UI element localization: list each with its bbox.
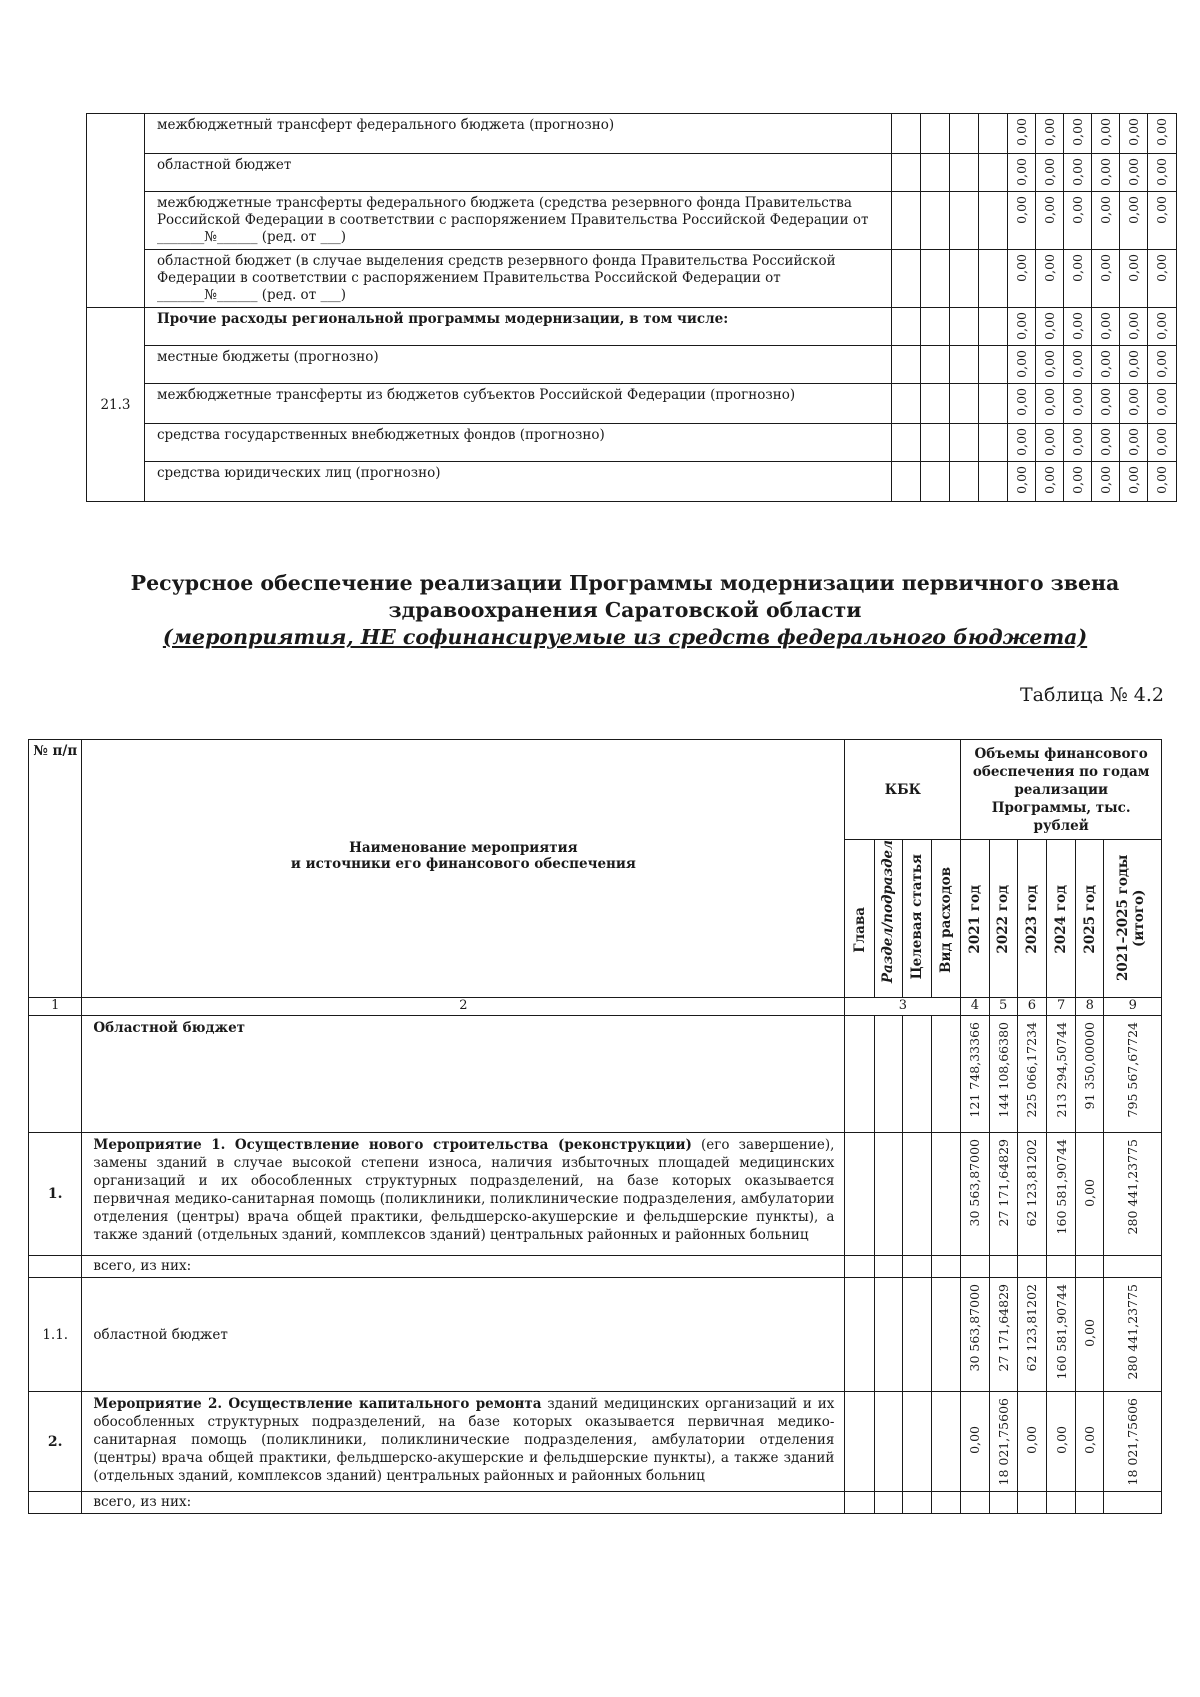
- value-cell: 62 123,81202: [1024, 1139, 1040, 1227]
- kbk-header: КБК: [845, 740, 961, 840]
- value-cell: 0,00: [1070, 428, 1086, 456]
- value-cell: 0,00: [1070, 118, 1086, 146]
- table-row: [87, 308, 1177, 346]
- value-cell: 0,00: [1014, 196, 1030, 224]
- value-cell: 0,00: [1024, 1426, 1040, 1455]
- value-cell: 0,00: [1097, 312, 1113, 340]
- value-cell: 0,00: [1154, 388, 1170, 416]
- value-cell: 0,00: [1154, 350, 1170, 378]
- row-label: всего, из них:: [82, 1256, 845, 1278]
- value-cell: 18 021,75606: [995, 1398, 1011, 1486]
- activity-2-description: [82, 1392, 845, 1492]
- value-cell: 0,00: [1097, 466, 1113, 494]
- value-cell: 0,00: [1125, 254, 1141, 282]
- value-cell: 0,00: [1125, 466, 1141, 494]
- value-cell: 0,00: [1042, 388, 1058, 416]
- value-cell: 160 581,90744: [1053, 1284, 1069, 1380]
- col-number: 4: [961, 998, 989, 1016]
- activity-text: зданий медицинских организаций и их обособленных структурных подразделений, на базе которых оказывается первичная медико-санитарная помощь (поликлиники, поликлинические подразделения, амбулатории отделения (центры) врача общей практики, фельдшерско-акушерские и фельдшерские пункты), а также зданий (отдельных зданий, комплексов зданий) центральных районных и районных больниц: [93, 1396, 835, 1485]
- value-cell: 0,00: [1014, 254, 1030, 282]
- value-cell: 0,00: [1125, 312, 1141, 340]
- value-cell: 0,00: [1097, 388, 1113, 416]
- value-cell: 0,00: [1014, 158, 1030, 186]
- col-number: 8: [1076, 998, 1104, 1016]
- header-row: [29, 740, 1162, 840]
- activity-1-description: [82, 1133, 845, 1256]
- year-header: 2024 год: [1053, 884, 1070, 954]
- row-label: областной бюджет (в случае выделения средств резервного фонда Правительства Российской Федерации в соответствии с распоряжением Правительства Российской Федерации от _______№______ (ред. от ___): [144, 250, 891, 308]
- value-cell: 0,00: [1125, 158, 1141, 186]
- value-cell: 0,00: [1070, 158, 1086, 186]
- table-row: [87, 346, 1177, 384]
- value-cell: 0,00: [1082, 1426, 1098, 1455]
- table-row: [29, 1016, 1162, 1133]
- table-row: [29, 1256, 1162, 1278]
- activity-title: Мероприятие 2. Осуществление капитального ремонта: [93, 1396, 542, 1413]
- table-row: [29, 1392, 1162, 1492]
- activity-title: Мероприятие 1. Осуществление нового строительства (реконструкции): [93, 1137, 692, 1154]
- value-cell: 0,00: [1070, 196, 1086, 224]
- table-row: [87, 424, 1177, 462]
- kbk-col-header: Вид расходов: [938, 867, 955, 974]
- value-cell: 0,00: [1014, 428, 1030, 456]
- row-label: средства юридических лиц (прогнозно): [144, 462, 891, 502]
- value-cell: 0,00: [1125, 196, 1141, 224]
- table-row: [29, 1492, 1162, 1514]
- kbk-col-header: Раздел/подраздел: [880, 840, 897, 984]
- row-label: всего, из них:: [82, 1492, 845, 1514]
- table-row: [29, 1278, 1162, 1392]
- value-cell: 0,00: [1154, 118, 1170, 146]
- value-cell: 0,00: [1097, 350, 1113, 378]
- value-cell: 0,00: [1042, 350, 1058, 378]
- year-header: 2021 год: [966, 884, 983, 954]
- value-cell: 0,00: [1154, 158, 1170, 186]
- name-header-line: и источники его финансового обеспечения: [290, 856, 636, 872]
- value-cell: 280 441,23775: [1125, 1284, 1141, 1380]
- value-cell: 0,00: [1053, 1426, 1069, 1455]
- row-label: областной бюджет: [144, 154, 891, 192]
- year-header: 2021–2025 годы (итого): [1114, 854, 1147, 982]
- value-cell: 0,00: [1125, 428, 1141, 456]
- value-cell: 280 441,23775: [1125, 1139, 1141, 1235]
- value-cell: 144 108,66380: [995, 1022, 1011, 1118]
- value-cell: 795 567,67724: [1125, 1022, 1141, 1118]
- value-cell: 0,00: [1097, 118, 1113, 146]
- row-label: Областной бюджет: [82, 1016, 845, 1133]
- table-row: [87, 462, 1177, 502]
- value-cell: 27 171,64829: [995, 1139, 1011, 1227]
- value-cell: 0,00: [1042, 254, 1058, 282]
- value-cell: 0,00: [1014, 312, 1030, 340]
- value-cell: 0,00: [1014, 118, 1030, 146]
- table-caption: Таблица № 4.2: [1020, 684, 1164, 706]
- row-label: средства государственных внебюджетных фондов (прогнозно): [144, 424, 891, 462]
- col-number: 3: [845, 998, 961, 1016]
- value-cell: 121 748,33366: [967, 1022, 983, 1118]
- continuation-table: [86, 113, 1177, 502]
- value-cell: 0,00: [1042, 466, 1058, 494]
- heading-subtitle: (мероприятия, НЕ софинансируемые из средств федерального бюджета): [162, 625, 1088, 649]
- value-cell: 0,00: [967, 1426, 983, 1455]
- table-row: [29, 1133, 1162, 1256]
- name-header-line: Наименование мероприятия: [349, 840, 578, 856]
- value-cell: 0,00: [1125, 350, 1141, 378]
- value-cell: 0,00: [1125, 388, 1141, 416]
- col-number: 9: [1104, 998, 1162, 1016]
- kbk-col-header: Глава: [851, 907, 868, 954]
- column-number-row: [29, 998, 1162, 1016]
- resource-table: [28, 739, 1162, 1514]
- value-cell: 0,00: [1097, 428, 1113, 456]
- col-number: 5: [989, 998, 1017, 1016]
- value-cell: 0,00: [1070, 312, 1086, 340]
- row-number: 1.: [29, 1133, 82, 1256]
- kbk-col-header: Целевая статья: [908, 853, 925, 980]
- value-cell: 0,00: [1154, 466, 1170, 494]
- value-cell: 30 563,87000: [967, 1139, 983, 1227]
- year-header: 2025 год: [1081, 884, 1098, 954]
- row-number: 1.1.: [29, 1278, 82, 1392]
- value-cell: 0,00: [1014, 350, 1030, 378]
- value-cell: 0,00: [1097, 158, 1113, 186]
- value-cell: 91 350,00000: [1082, 1022, 1098, 1110]
- value-cell: 0,00: [1082, 1178, 1098, 1207]
- section-heading: [0, 570, 1200, 651]
- volumes-header: Объемы финансового обеспечения по годам реализации Программы, тыс. рублей: [961, 740, 1162, 840]
- value-cell: 0,00: [1097, 254, 1113, 282]
- value-cell: 30 563,87000: [967, 1284, 983, 1372]
- empty-num-cell: [87, 114, 145, 308]
- year-header: 2023 год: [1023, 884, 1040, 954]
- value-cell: 27 171,64829: [995, 1284, 1011, 1372]
- value-cell: 0,00: [1014, 388, 1030, 416]
- row-label: межбюджетные трансферты из бюджетов субъектов Российской Федерации (прогнозно): [144, 384, 891, 424]
- value-cell: 0,00: [1097, 196, 1113, 224]
- value-cell: 0,00: [1154, 196, 1170, 224]
- value-cell: 0,00: [1154, 254, 1170, 282]
- value-cell: 0,00: [1042, 158, 1058, 186]
- value-cell: 213 294,50744: [1053, 1022, 1069, 1118]
- col-number: 7: [1046, 998, 1075, 1016]
- num-header: № п/п: [29, 740, 82, 998]
- heading-line: здравоохранения Саратовской области: [388, 598, 862, 622]
- activity-text: (его завершение), замены зданий в случае высокой степени износа, наличия избыточных площадей медицинских организаций и их обособленных структурных подразделений, на базе которых оказывается первичная медико-санитарная помощь (поликлиники, поликлинические подразделения, амбулатории отделения (центры) врача общей практики, фельдшерско-акушерские и фельдшерские пункты), а также зданий (отдельных зданий, комплексов зданий) центральных районных и районных больниц: [93, 1137, 835, 1244]
- value-cell: 18 021,75606: [1125, 1398, 1141, 1486]
- row-number: 2.: [29, 1392, 82, 1492]
- col-number: 6: [1017, 998, 1046, 1016]
- row-label: межбюджетные трансферты федерального бюджета (средства резервного фонда Правительства Российской Федерации в соответствии с распоряжением Правительства Российской Федерации от _______№______ (ред. от ___): [144, 192, 891, 250]
- value-cell: 0,00: [1154, 312, 1170, 340]
- year-header: 2022 год: [995, 884, 1012, 954]
- table-row: [87, 384, 1177, 424]
- name-header: [82, 740, 845, 998]
- value-cell: 62 123,81202: [1024, 1284, 1040, 1372]
- table-row: [87, 250, 1177, 308]
- table-row: [87, 154, 1177, 192]
- value-cell: 0,00: [1042, 428, 1058, 456]
- value-cell: 0,00: [1070, 388, 1086, 416]
- value-cell: 160 581,90744: [1053, 1139, 1069, 1235]
- value-cell: 0,00: [1082, 1319, 1098, 1348]
- value-cell: 0,00: [1125, 118, 1141, 146]
- value-cell: 0,00: [1070, 350, 1086, 378]
- row-label: Прочие расходы региональной программы модернизации, в том числе:: [144, 308, 891, 346]
- row-label: областной бюджет: [82, 1278, 845, 1392]
- table-row: [87, 192, 1177, 250]
- value-cell: 0,00: [1042, 196, 1058, 224]
- value-cell: 0,00: [1070, 254, 1086, 282]
- value-cell: 225 066,17234: [1024, 1022, 1040, 1118]
- value-cell: 0,00: [1014, 466, 1030, 494]
- value-cell: 0,00: [1042, 312, 1058, 340]
- col-number: 2: [82, 998, 845, 1016]
- row-label: местные бюджеты (прогнозно): [144, 346, 891, 384]
- heading-line: Ресурсное обеспечение реализации Программы модернизации первичного звена: [130, 571, 1120, 595]
- table-row: [87, 114, 1177, 154]
- value-cell: 0,00: [1154, 428, 1170, 456]
- group-number: 21.3: [87, 308, 145, 502]
- value-cell: 0,00: [1070, 466, 1086, 494]
- value-cell: 0,00: [1042, 118, 1058, 146]
- row-label: межбюджетный трансферт федерального бюджета (прогнозно): [144, 114, 891, 154]
- col-number: 1: [29, 998, 82, 1016]
